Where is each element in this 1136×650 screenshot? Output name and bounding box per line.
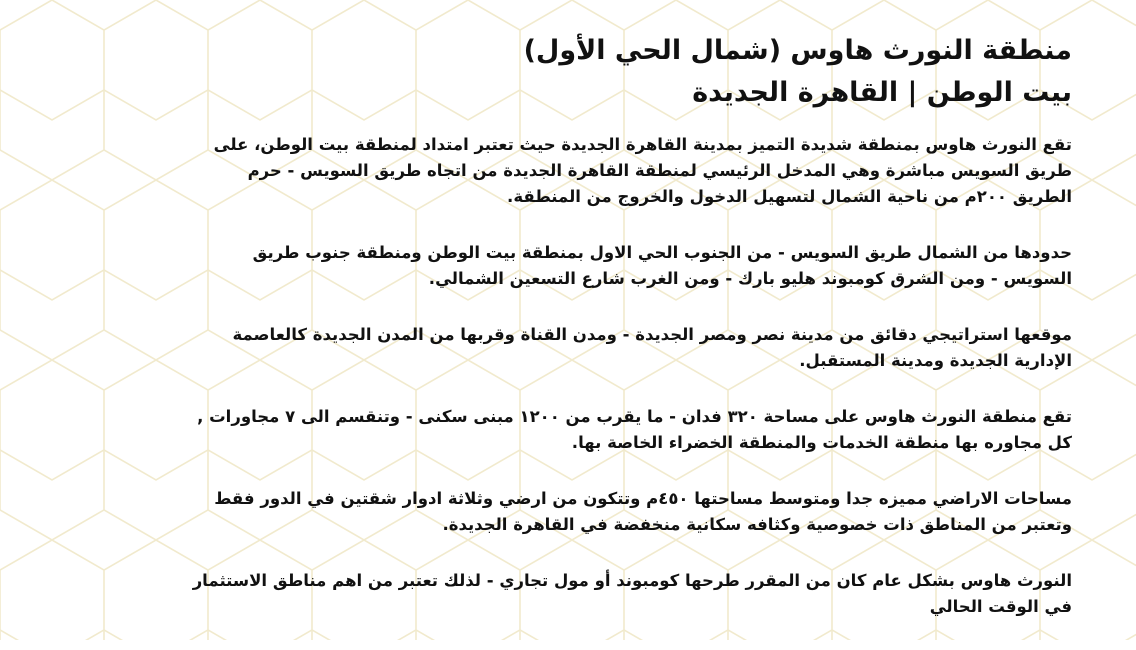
paragraph-land-sizes bbox=[110, 486, 1072, 538]
text-line: تقع منطقة النورث هاوس على مساحة ٣٢٠ فدان - ما يقرب من ١٢٠٠ مبنى سكنى - وتنقسم الى ٧ مجاورات , bbox=[197, 407, 1072, 426]
text-line: النورث هاوس بشكل عام كان من المقرر طرحها كومبوند أو مول تجاري - لذلك تعتبر من اهم مناطق الاستثمار bbox=[192, 571, 1072, 590]
text-line: حدودها من الشمال طريق السويس - من الجنوب الحي الاول بمنطقة بيت الوطن ومنطقة جنوب طريق bbox=[252, 243, 1072, 262]
text-line: في الوقت الحالي bbox=[929, 597, 1072, 616]
text-line: الطريق ٢٠٠م من ناحية الشمال لتسهيل الدخول والخروج من المنطقة. bbox=[507, 187, 1072, 206]
page-title: منطقة النورث هاوس (شمال الحي الأول) bbox=[523, 35, 1072, 66]
article-content bbox=[110, 30, 1072, 650]
text-line: الإدارية الجديدة ومدينة المستقبل. bbox=[799, 351, 1072, 370]
paragraph-area bbox=[110, 404, 1072, 456]
text-line: موقعها استراتيجي دقائق من مدينة نصر ومصر الجديدة - ومدن القناة وقربها من المدن الجديدة كالعاصمة bbox=[232, 325, 1072, 344]
text-line: تقع النورث هاوس بمنطقة شديدة التميز بمدينة القاهرة الجديدة حيث تعتبر امتداد لمنطقة بيت الوطن، على bbox=[213, 135, 1072, 154]
text-line: السويس - ومن الشرق كومبوند هليو بارك - ومن الغرب شارع التسعين الشمالي. bbox=[428, 269, 1072, 288]
text-line: وتعتبر من المناطق ذات خصوصية وكثافه سكانية منخفضة في القاهرة الجديدة. bbox=[442, 515, 1072, 534]
text-line: مساحات الاراضي مميزه جدا ومتوسط مساحتها ٤٥٠م وتتكون من ارضي وثلاثة ادوار شقتين في الدور فقط bbox=[214, 489, 1072, 508]
paragraph-location bbox=[110, 132, 1072, 210]
paragraph-borders bbox=[110, 240, 1072, 292]
page-subtitle: بيت الوطن | القاهرة الجديدة bbox=[692, 77, 1072, 108]
text-line: كل مجاوره بها منطقة الخدمات والمنطقة الخضراء الخاصة بها. bbox=[571, 433, 1072, 452]
title-block bbox=[110, 30, 1072, 114]
text-line: طريق السويس مباشرة وهي المدخل الرئيسي لمنطقة القاهرة الجديدة من اتجاه طريق السويس - حرم bbox=[247, 161, 1072, 180]
paragraph-investment bbox=[110, 568, 1072, 620]
paragraph-strategic-location bbox=[110, 322, 1072, 374]
